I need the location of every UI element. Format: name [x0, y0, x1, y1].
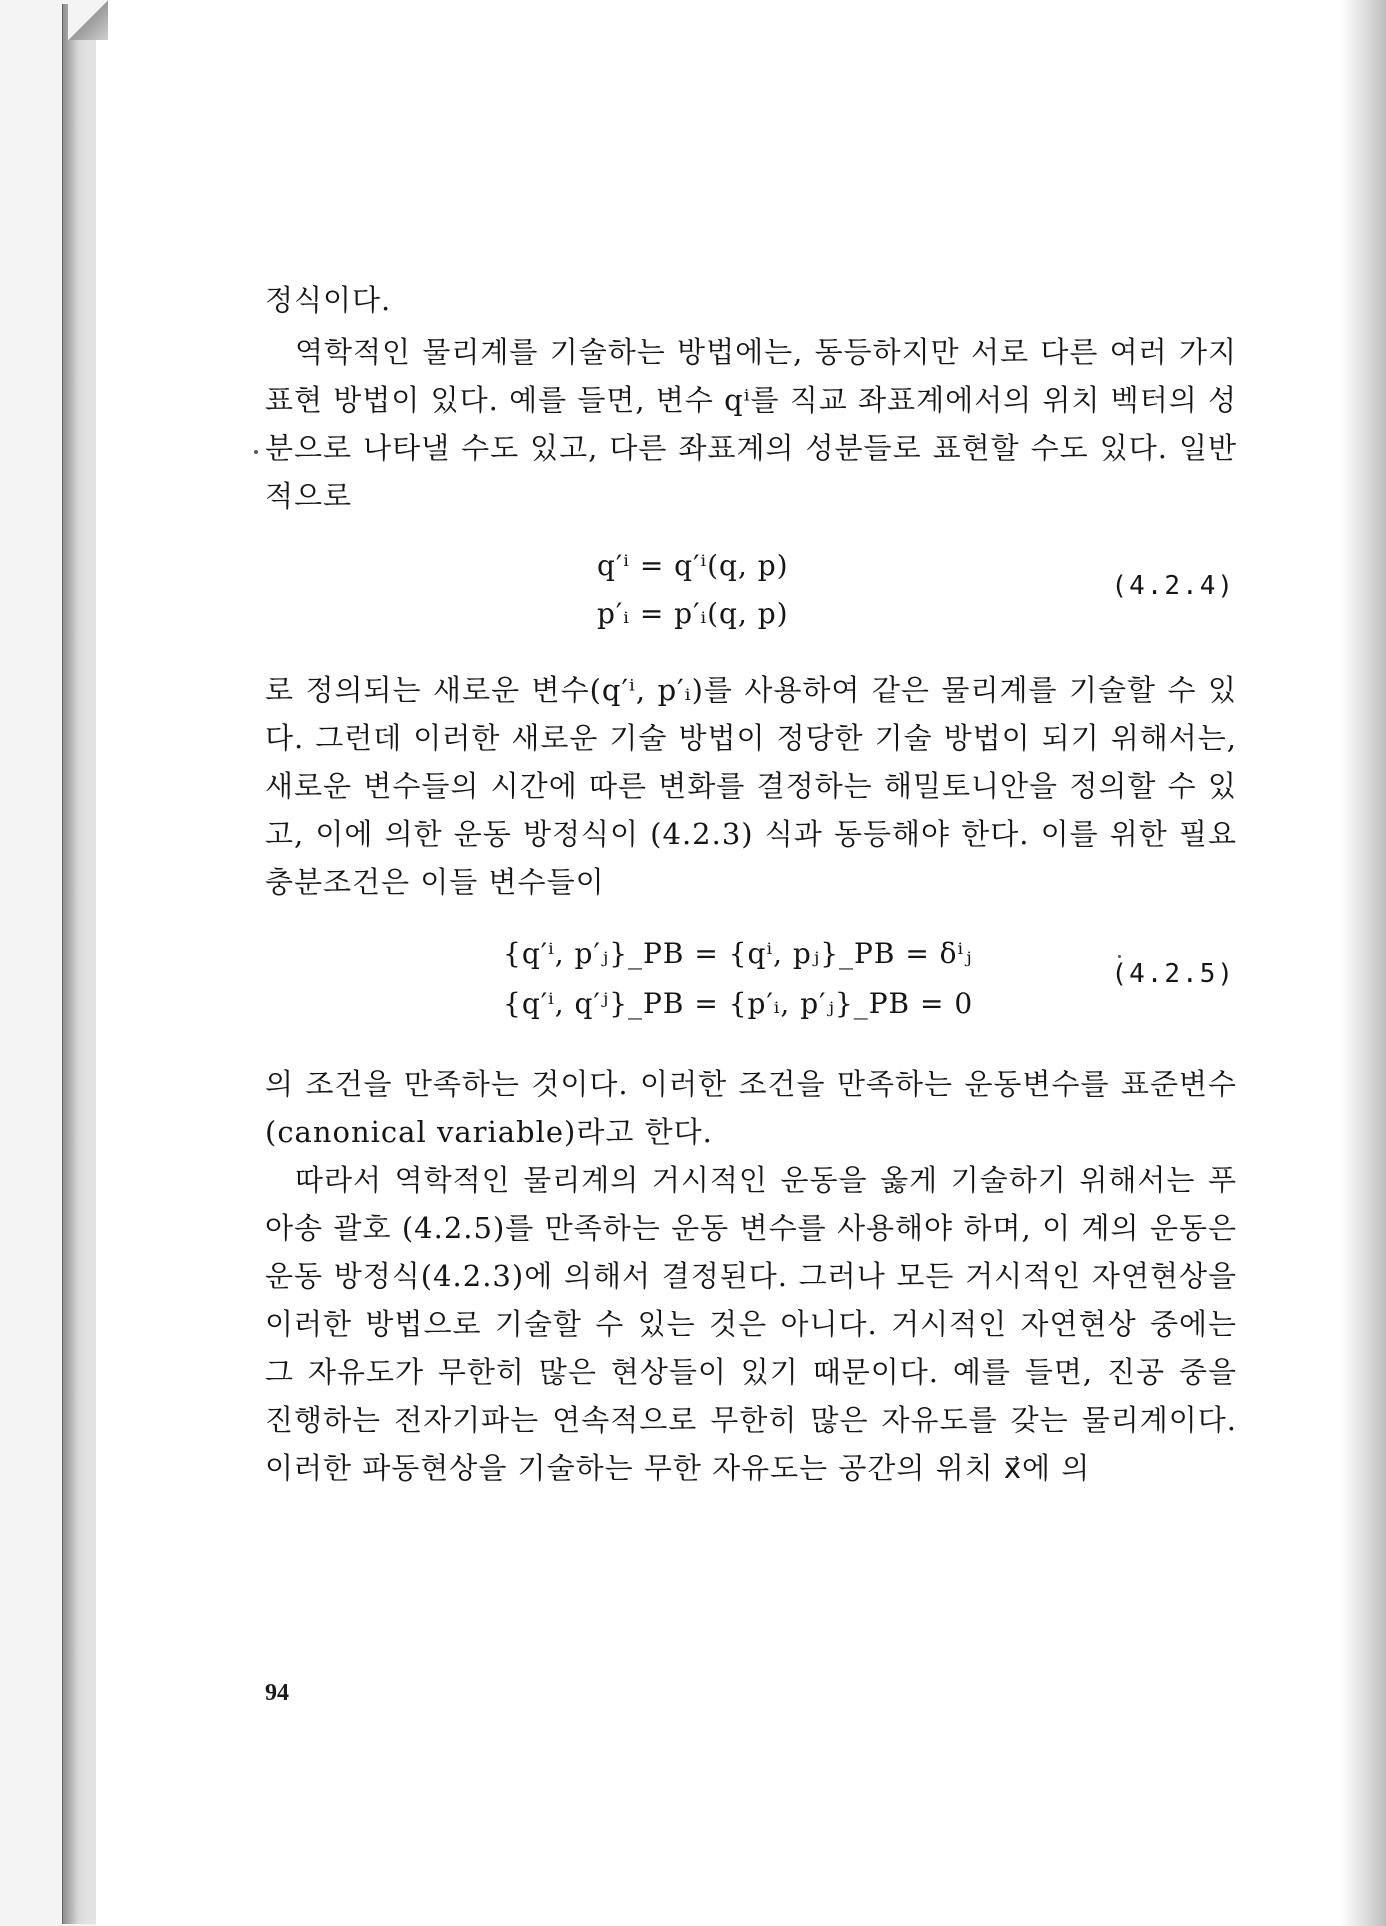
equation-line: {q′ⁱ, p′ⱼ}_PB = {qⁱ, pⱼ}_PB = δⁱⱼ — [503, 937, 973, 970]
paragraph-1: 정식이다. — [265, 283, 392, 317]
page-curl-corner — [68, 0, 108, 40]
equation-line: q′ⁱ = q′ⁱ(q, p) — [597, 549, 789, 582]
paragraph-4: 의 조건을 만족하는 것이다. 이러한 조건을 만족하는 운동변수를 표준변수(canonical variable)라고 한다. — [265, 1067, 1237, 1149]
equation-line: {q′ⁱ, q′ʲ}_PB = {p′ᵢ, p′ⱼ}_PB = 0 — [503, 987, 974, 1020]
paragraph-3: 로 정의되는 새로운 변수(q′ⁱ, p′ᵢ)를 사용하여 같은 물리계를 기술할 수 있다. 그런데 이러한 새로운 기술 방법이 정당한 기술 방법이 되기 위해서는, 새로운 변수들의 시간에 따른 변화를 결정하는 해밀토니안을 정의할 수 있고, 이에 의한 운동 방정식이 (4.2.3) 식과 동등해야 한다. 이를 위한 필요충분조건은 이들 변수들이 — [265, 673, 1237, 899]
paragraph-2: 역학적인 물리계를 기술하는 방법에는, 동등하지만 서로 다른 여러 가지 표현 방법이 있다. 예를 들면, 변수 qⁱ를 직교 좌표계에서의 위치 벡터의 성분으로 나타낼 수도 있고, 다른 좌표계의 성분들로 표현할 수도 있다. 일반적으로 — [265, 335, 1237, 513]
page-body — [265, 276, 1237, 1492]
paragraph-5: 따라서 역학적인 물리계의 거시적인 운동을 옳게 기술하기 위해서는 푸아송 괄호 (4.2.5)를 만족하는 운동 변수를 사용해야 하며, 이 계의 운동은 운동 방정식(4.2.3)에 의해서 결정된다. 그러나 모든 거시적인 자연현상을 이러한 방법으로 기술할 수 있는 것은 아니다. 거시적인 자연현상 중에는 그 자유도가 무한히 많은 현상들이 있기 때문이다. 예를 들면, 진공 중을 진행하는 전자기파는 연속적으로 무한히 많은 자유도를 갖는 물리계이다. 이러한 파동현상을 기술하는 무한 자유도는 공간의 위치 x⃗에 의 — [265, 1163, 1237, 1485]
equation-line: p′ᵢ = p′ᵢ(q, p) — [597, 597, 789, 630]
equation-4-2-5 — [265, 932, 1237, 1034]
equation-number: (4.2.4) — [1111, 571, 1235, 601]
page-number: 94 — [265, 1680, 289, 1706]
print-speck — [254, 450, 258, 454]
print-speck — [1118, 955, 1121, 958]
page-edge-shadow — [1340, 0, 1386, 1926]
equation-4-2-4 — [265, 544, 1237, 640]
equation-number: (4.2.5) — [1111, 959, 1235, 989]
